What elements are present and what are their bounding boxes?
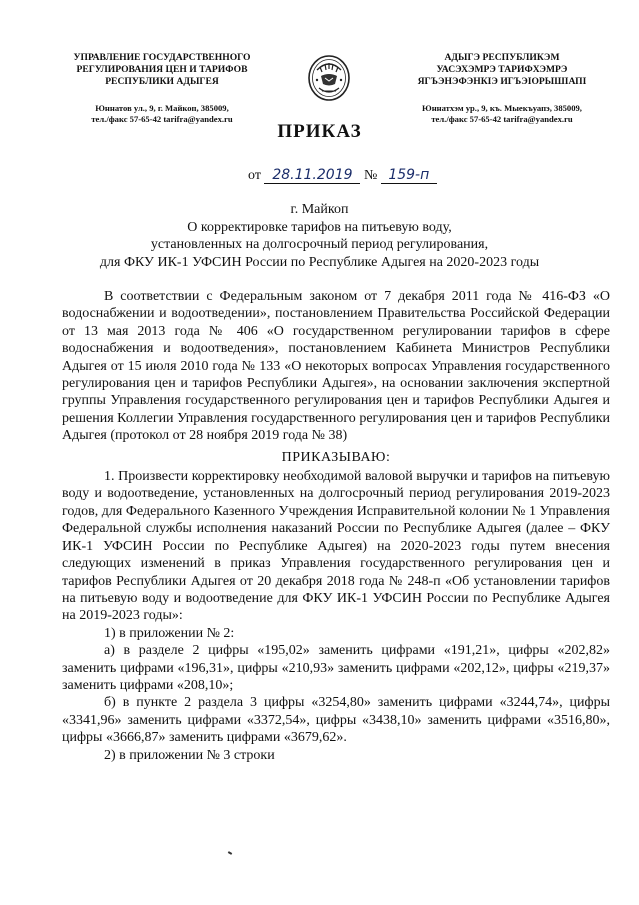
header-left-line: УПРАВЛЕНИЕ ГОСУДАРСТВЕННОГО — [73, 52, 251, 63]
header-right-line: УАСЭХЭМРЭ ТАРИФХЭМРЭ — [436, 64, 568, 76]
city: г. Майкоп — [290, 202, 349, 217]
header-right-contacts: тел./факс 57-65-42 tarifra@yandex.ru — [431, 114, 573, 125]
subitem-1b: б) в пункте 2 раздела 3 цифры «3254,80» заменить цифрами «3244,74», цифры «3341,96» заменить цифрами «3372,54», цифры «3438,10» заменить цифрами «3516,80», цифры «3666,87» заменить цифрами «3679,62». — [62, 695, 610, 746]
coat-of-arms-icon — [307, 54, 351, 102]
subject-line: О корректировке тарифов на питьевую воду, — [187, 219, 452, 235]
order-number-label: № — [363, 168, 378, 183]
order-date-number — [248, 167, 437, 184]
header-right-block — [392, 52, 612, 126]
subject-block — [0, 201, 639, 271]
header-left-block — [52, 52, 272, 126]
header-right-line: ЯГЪЭНЭФЭНКIЭ ИГЪЭIОРЫШIАПI — [417, 76, 587, 88]
header-left-address: Юннатов ул., 9, г. Майкоп, 385009, — [95, 102, 229, 113]
subject-line: для ФКУ ИК-1 УФСИН России по Республике Адыгея на 2020-2023 годы — [99, 254, 540, 270]
subitem-2: 2) в приложении № 3 строки — [104, 747, 275, 763]
header-left-contacts: тел./факс 57-65-42 tarifra@yandex.ru — [91, 114, 233, 125]
order-word: ПРИКАЗЫВАЮ: — [281, 449, 391, 465]
subject-line: установленных на долгосрочный период регулирования, — [150, 237, 489, 252]
document-title: ПРИКАЗ — [277, 121, 362, 142]
document-body — [62, 288, 610, 764]
preamble-paragraph: В соответствии с Федеральным законом от 7 декабря 2011 года № 416-ФЗ «О водоснабжении и водоотведении», постановлением Правительства Российской Федерации от 13 мая 2013 года № 406 «О государственном регулировании тарифов в сфере водоснабжения и водоотведения», постановлением Кабинета Министров Республики Адыгея от 15 июля 2010 года № 133 «О некоторых вопросах Управления государственного регулирования цен и тарифов Республики Адыгея», на основании заключения экспертной группы Управления государственного регулирования цен и тарифов Республики Адыгея и решения Коллегии Управления государственного регулирования цен и тарифов Республики Адыгея (протокол от 28 ноября 2019 года № 38) — [62, 289, 610, 444]
header-left-line: РЕСПУБЛИКИ АДЫГЕЯ — [105, 76, 219, 88]
order-number: 159-п — [381, 167, 437, 184]
subitem-1a: а) в разделе 2 цифры «195,02» заменить цифрами «191,21», цифры «202,82» заменить цифрами «196,31», цифры «210,93» заменить цифрами «202,12», цифры «219,37» заменить цифрами «208,10»; — [62, 643, 610, 693]
header-left-line: РЕГУЛИРОВАНИЯ ЦЕН И ТАРИФОВ — [76, 64, 248, 76]
header-right-address: Юннатхэм ур., 9, къ. Мыекъуапэ, 385009, — [422, 102, 582, 113]
header-right-line: АДЫГЭ РЕСПУБЛИКЭМ — [444, 52, 560, 63]
subitem-1: 1) в приложении № 2: — [104, 625, 235, 641]
order-date: 28.11.2019 — [264, 167, 360, 184]
item-1-paragraph: 1. Произвести корректировку необходимой валовой выручки и тарифов на питьевую воду и водоотведение, установленных на долгосрочный период регулирования 2019-2023 годов, для Федерального Казенного Учреждения Исправительной колонии № 1 Управления Федеральной службы исполнения наказаний России по Республике Адыгея (далее – ФКУ ИК-1 УФСИН России по Республике Адыгея) на 2020-2023 годы путем внесения следующих изменений в приказ Управления государственного регулирования цен и тарифов Республики Адыгея от 20 декабря 2018 года № 248-п «Об установлении тарифов на питьевую воду и водоотведение для ФКУ ИК-1 УФСИН России по Республике Адыгея на 2019-2023 годы»: — [62, 469, 610, 624]
order-from-label: от — [248, 168, 261, 183]
scan-artifact — [228, 851, 232, 855]
